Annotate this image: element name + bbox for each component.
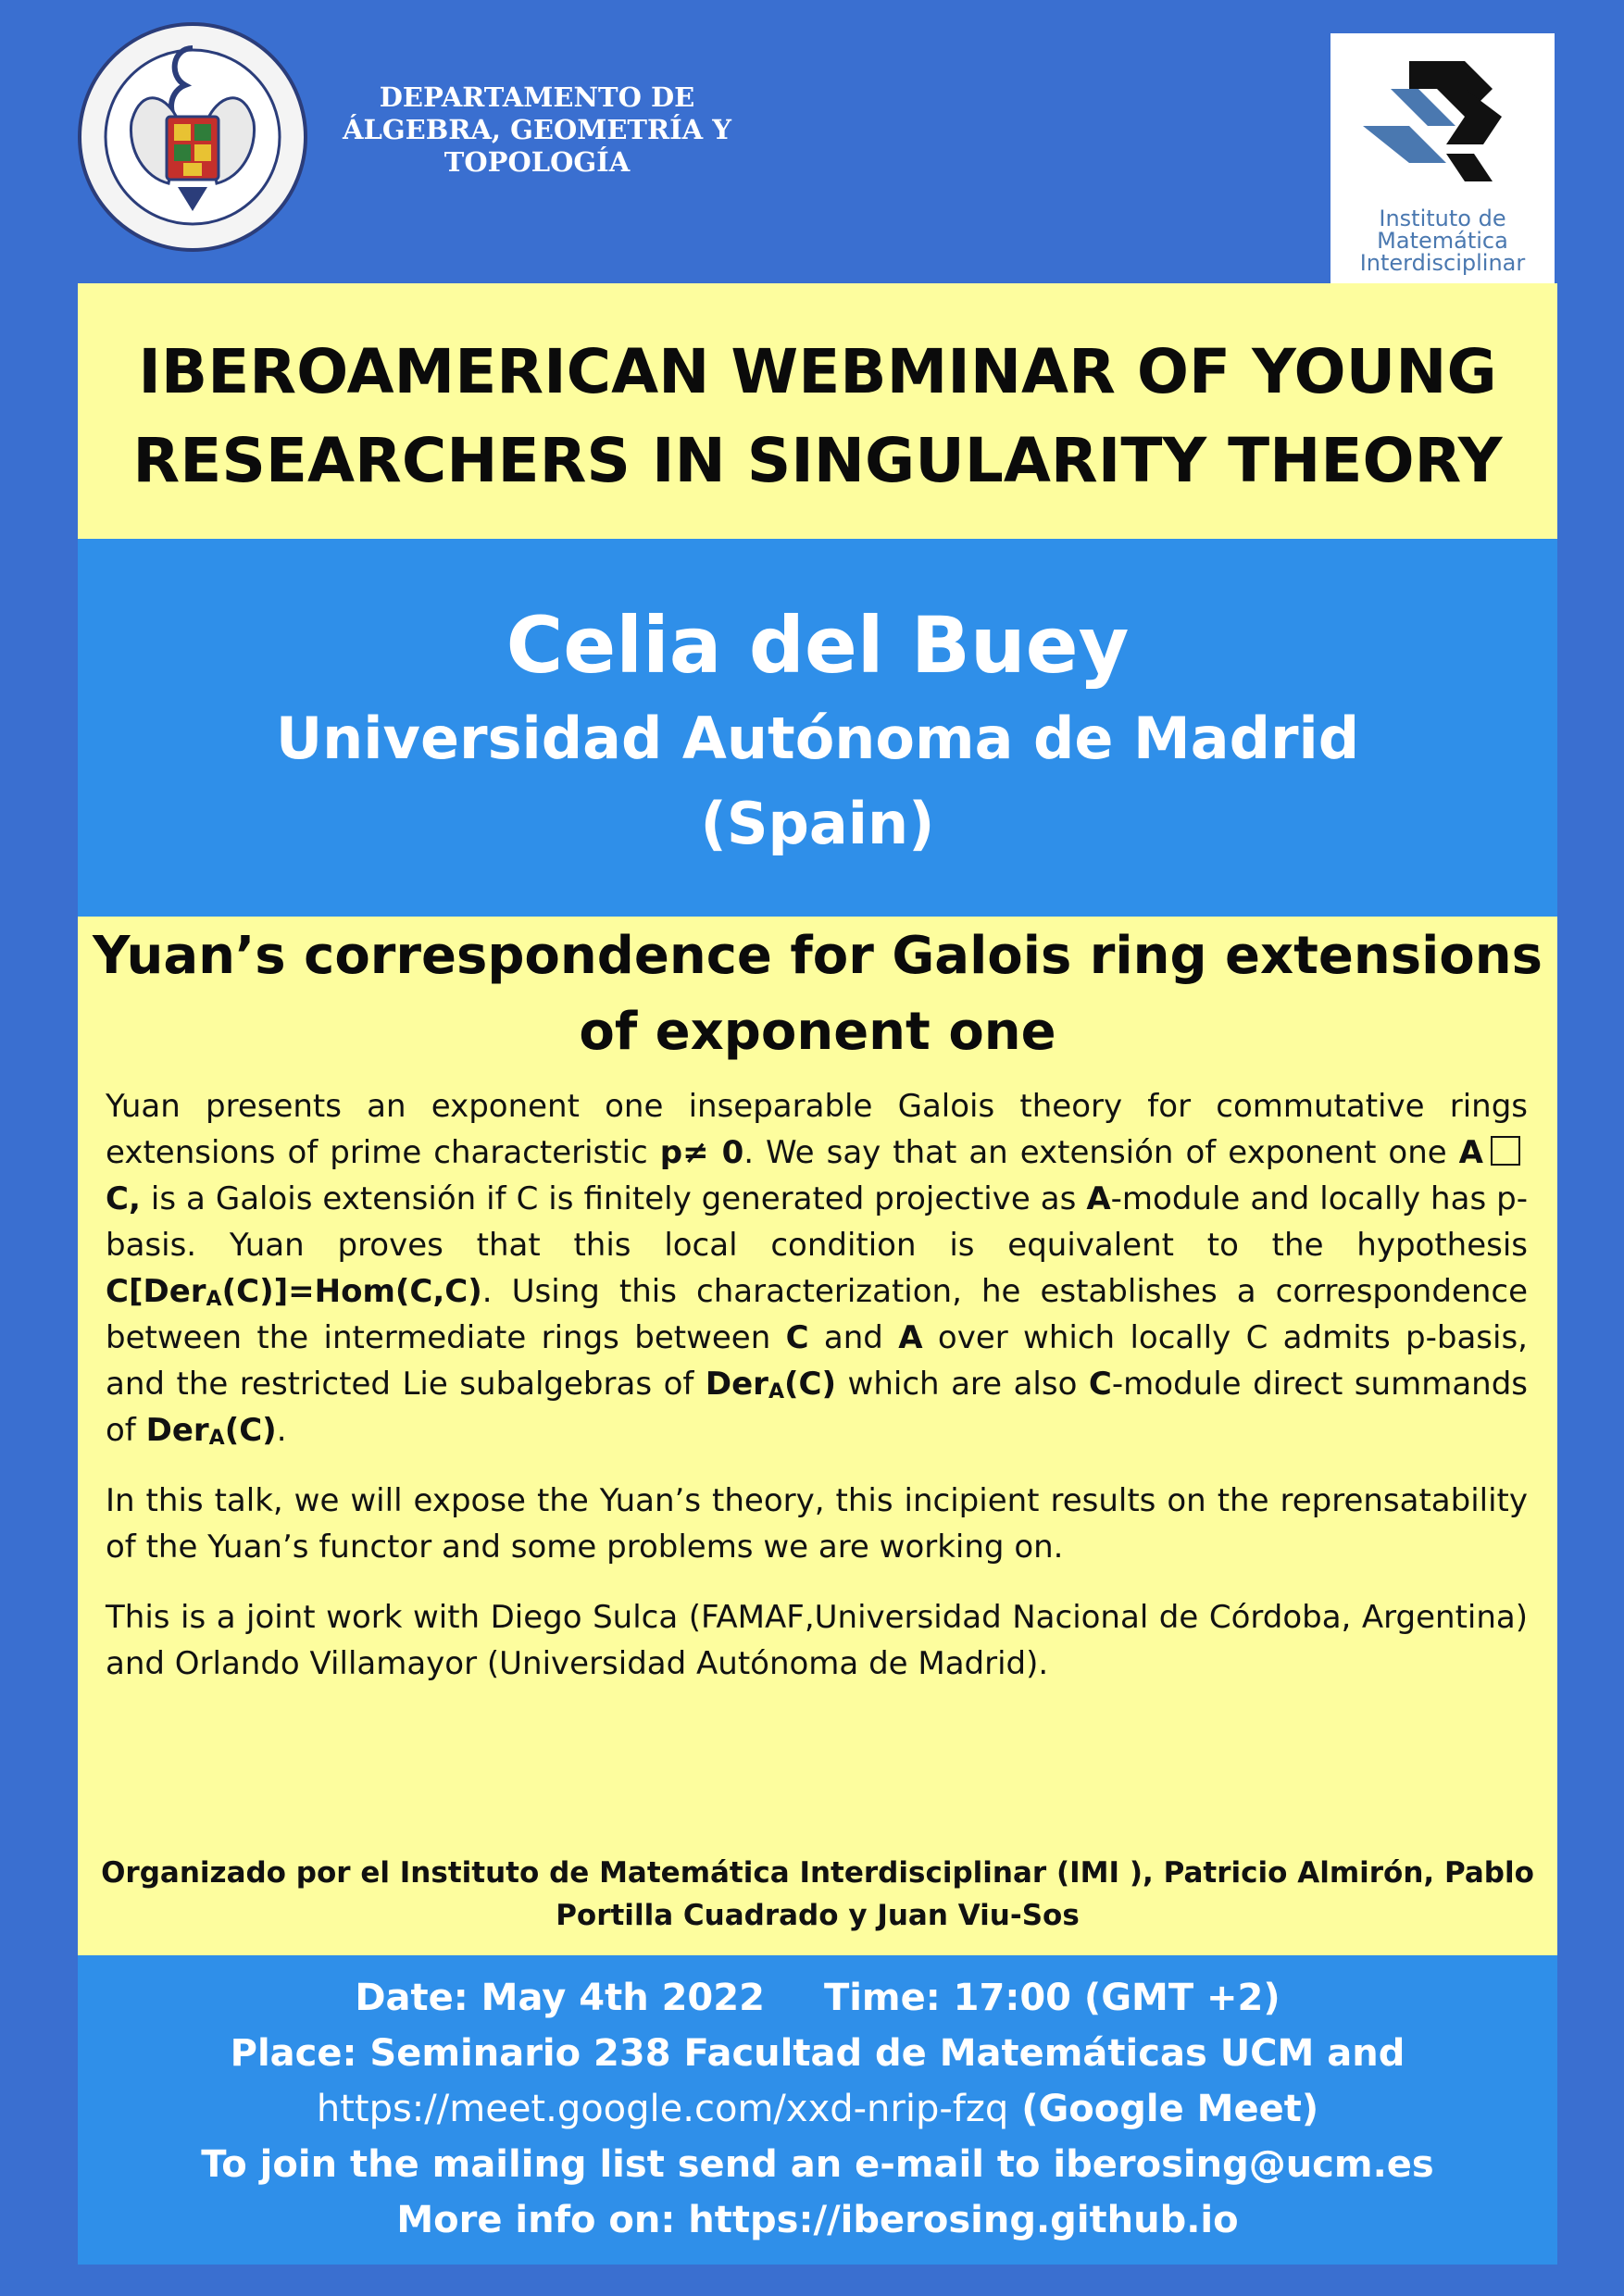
abstract-math-run: C[Der bbox=[106, 1273, 206, 1310]
department-line: TOPOLOGÍA bbox=[443, 146, 631, 178]
abstract-text-run: and bbox=[808, 1319, 899, 1356]
meet-link[interactable]: https://meet.google.com/xxd-nrip-fzq bbox=[316, 2088, 1009, 2130]
abstract-math-run: (C) bbox=[224, 1412, 277, 1449]
event-title-line: IBEROAMERICAN WEBMINAR OF YOUNG bbox=[138, 336, 1497, 407]
abstract-paragraph-2: In this talk, we will expose the Yuan’s theory, this incipient results on the reprensatability of the Yuan’s functor and some problems we are working on. bbox=[106, 1482, 1528, 1566]
talk-title-line: of exponent one bbox=[579, 1002, 1056, 1062]
missing-symbol-box-icon bbox=[1491, 1136, 1520, 1166]
university-seal-logo bbox=[76, 20, 309, 254]
organizers bbox=[78, 1852, 1557, 1937]
abstract-math: A bbox=[1086, 1180, 1111, 1217]
abstract-math-run: Der bbox=[145, 1412, 209, 1449]
meet-line bbox=[78, 2081, 1557, 2137]
abstract-text-run: -module direct summands of bbox=[106, 1366, 1528, 1449]
affiliation-line: (Spain) bbox=[700, 790, 935, 857]
abstract-band bbox=[78, 917, 1557, 1955]
abstract-math: C bbox=[1088, 1366, 1112, 1403]
poster-header bbox=[0, 0, 1624, 283]
more-info-link[interactable]: More info on: https://iberosing.github.io bbox=[396, 2199, 1239, 2241]
abstract-text-run: which are also bbox=[836, 1366, 1089, 1403]
date-time-line bbox=[78, 1970, 1557, 2026]
abstract-math: C bbox=[785, 1319, 809, 1356]
abstract-subscript: A bbox=[208, 1427, 225, 1450]
abstract-text-run: -module and locally has p-basis. Yuan proves that this local condition is equivalent to the hypothesis bbox=[106, 1180, 1528, 1264]
talk-title bbox=[78, 918, 1557, 1070]
abstract-math bbox=[106, 1273, 482, 1310]
abstract-text bbox=[106, 1083, 1528, 1711]
abstract-math-run: Der bbox=[705, 1366, 768, 1403]
event-place: Place: Seminario 238 Facultad de Matemáticas UCM and bbox=[230, 2032, 1405, 2075]
talk-title-line: Yuan’s correspondence for Galois ring extensions bbox=[93, 926, 1543, 986]
abstract-math: p≠ 0 bbox=[659, 1134, 744, 1171]
imi-line: Instituto de bbox=[1379, 206, 1506, 231]
event-title bbox=[78, 328, 1557, 505]
affiliation-line: Universidad Autónoma de Madrid bbox=[275, 705, 1360, 772]
abstract-math: A bbox=[898, 1319, 923, 1356]
abstract-math-run: (C) bbox=[783, 1366, 836, 1403]
event-time: Time: 17:00 (GMT +2) bbox=[823, 1977, 1280, 2019]
imi-logo-icon bbox=[1354, 52, 1530, 200]
event-title-band bbox=[78, 283, 1557, 539]
abstract-math: A bbox=[1458, 1134, 1483, 1171]
department-line: ÁLGEBRA, GEOMETRÍA Y bbox=[343, 114, 731, 145]
mailing-list-info: To join the mailing list send an e-mail to iberosing@ucm.es bbox=[201, 2143, 1434, 2186]
event-title-line: RESEARCHERS IN SINGULARITY THEORY bbox=[132, 425, 1503, 496]
abstract-text-run: Yuan presents an exponent one inseparable Galois theory for commutative rings extensions of prime characteristic bbox=[106, 1088, 1528, 1171]
organizers-line: Portilla Cuadrado y Juan Viu-Sos bbox=[556, 1899, 1080, 1932]
imi-logo-box bbox=[1330, 33, 1555, 283]
meet-label: (Google Meet) bbox=[1008, 2088, 1319, 2130]
event-info bbox=[78, 1970, 1557, 2248]
speaker-affiliation bbox=[78, 696, 1557, 867]
abstract-subscript: A bbox=[206, 1288, 222, 1311]
speaker-band bbox=[78, 539, 1557, 917]
speaker-name: Celia del Buey bbox=[506, 600, 1130, 691]
department-name bbox=[306, 81, 768, 179]
organizers-line: Organizado por el Instituto de Matemática Interdisciplinar (IMI ), Patricio Almirón, Pablo bbox=[101, 1856, 1534, 1890]
imi-line: Matemática bbox=[1377, 228, 1508, 254]
abstract-paragraph-3: This is a joint work with Diego Sulca (FAMAF,Universidad Nacional de Córdoba, Argentina) and Orlando Villamayor (Universidad Autónoma de Madrid). bbox=[106, 1599, 1528, 1682]
abstract-text-run: . Using this characterization, he establishes a correspondence between the intermediate rings between bbox=[106, 1273, 1528, 1356]
abstract-text-run: over which locally C admits p-basis, and the restricted Lie subalgebras of bbox=[106, 1319, 1528, 1403]
abstract-text-run: is a Galois extensión if C is finitely generated projective as bbox=[140, 1180, 1087, 1217]
abstract-math: C, bbox=[106, 1180, 141, 1217]
abstract-subscript: A bbox=[768, 1380, 784, 1404]
event-info-band bbox=[78, 1955, 1557, 2265]
imi-line: Interdisciplinar bbox=[1359, 250, 1526, 276]
imi-name bbox=[1330, 207, 1555, 274]
abstract-math bbox=[146, 1412, 277, 1449]
abstract-math-run: (C)]=Hom(C,C) bbox=[221, 1273, 482, 1310]
abstract-text-run: . bbox=[276, 1412, 287, 1449]
department-line: DEPARTAMENTO DE bbox=[379, 81, 695, 113]
abstract-paragraph-1 bbox=[106, 1083, 1528, 1454]
abstract-text-run: . We say that an extensión of exponent one bbox=[743, 1134, 1459, 1171]
event-date: Date: May 4th 2022 bbox=[355, 1977, 765, 2019]
abstract-math bbox=[706, 1366, 836, 1403]
